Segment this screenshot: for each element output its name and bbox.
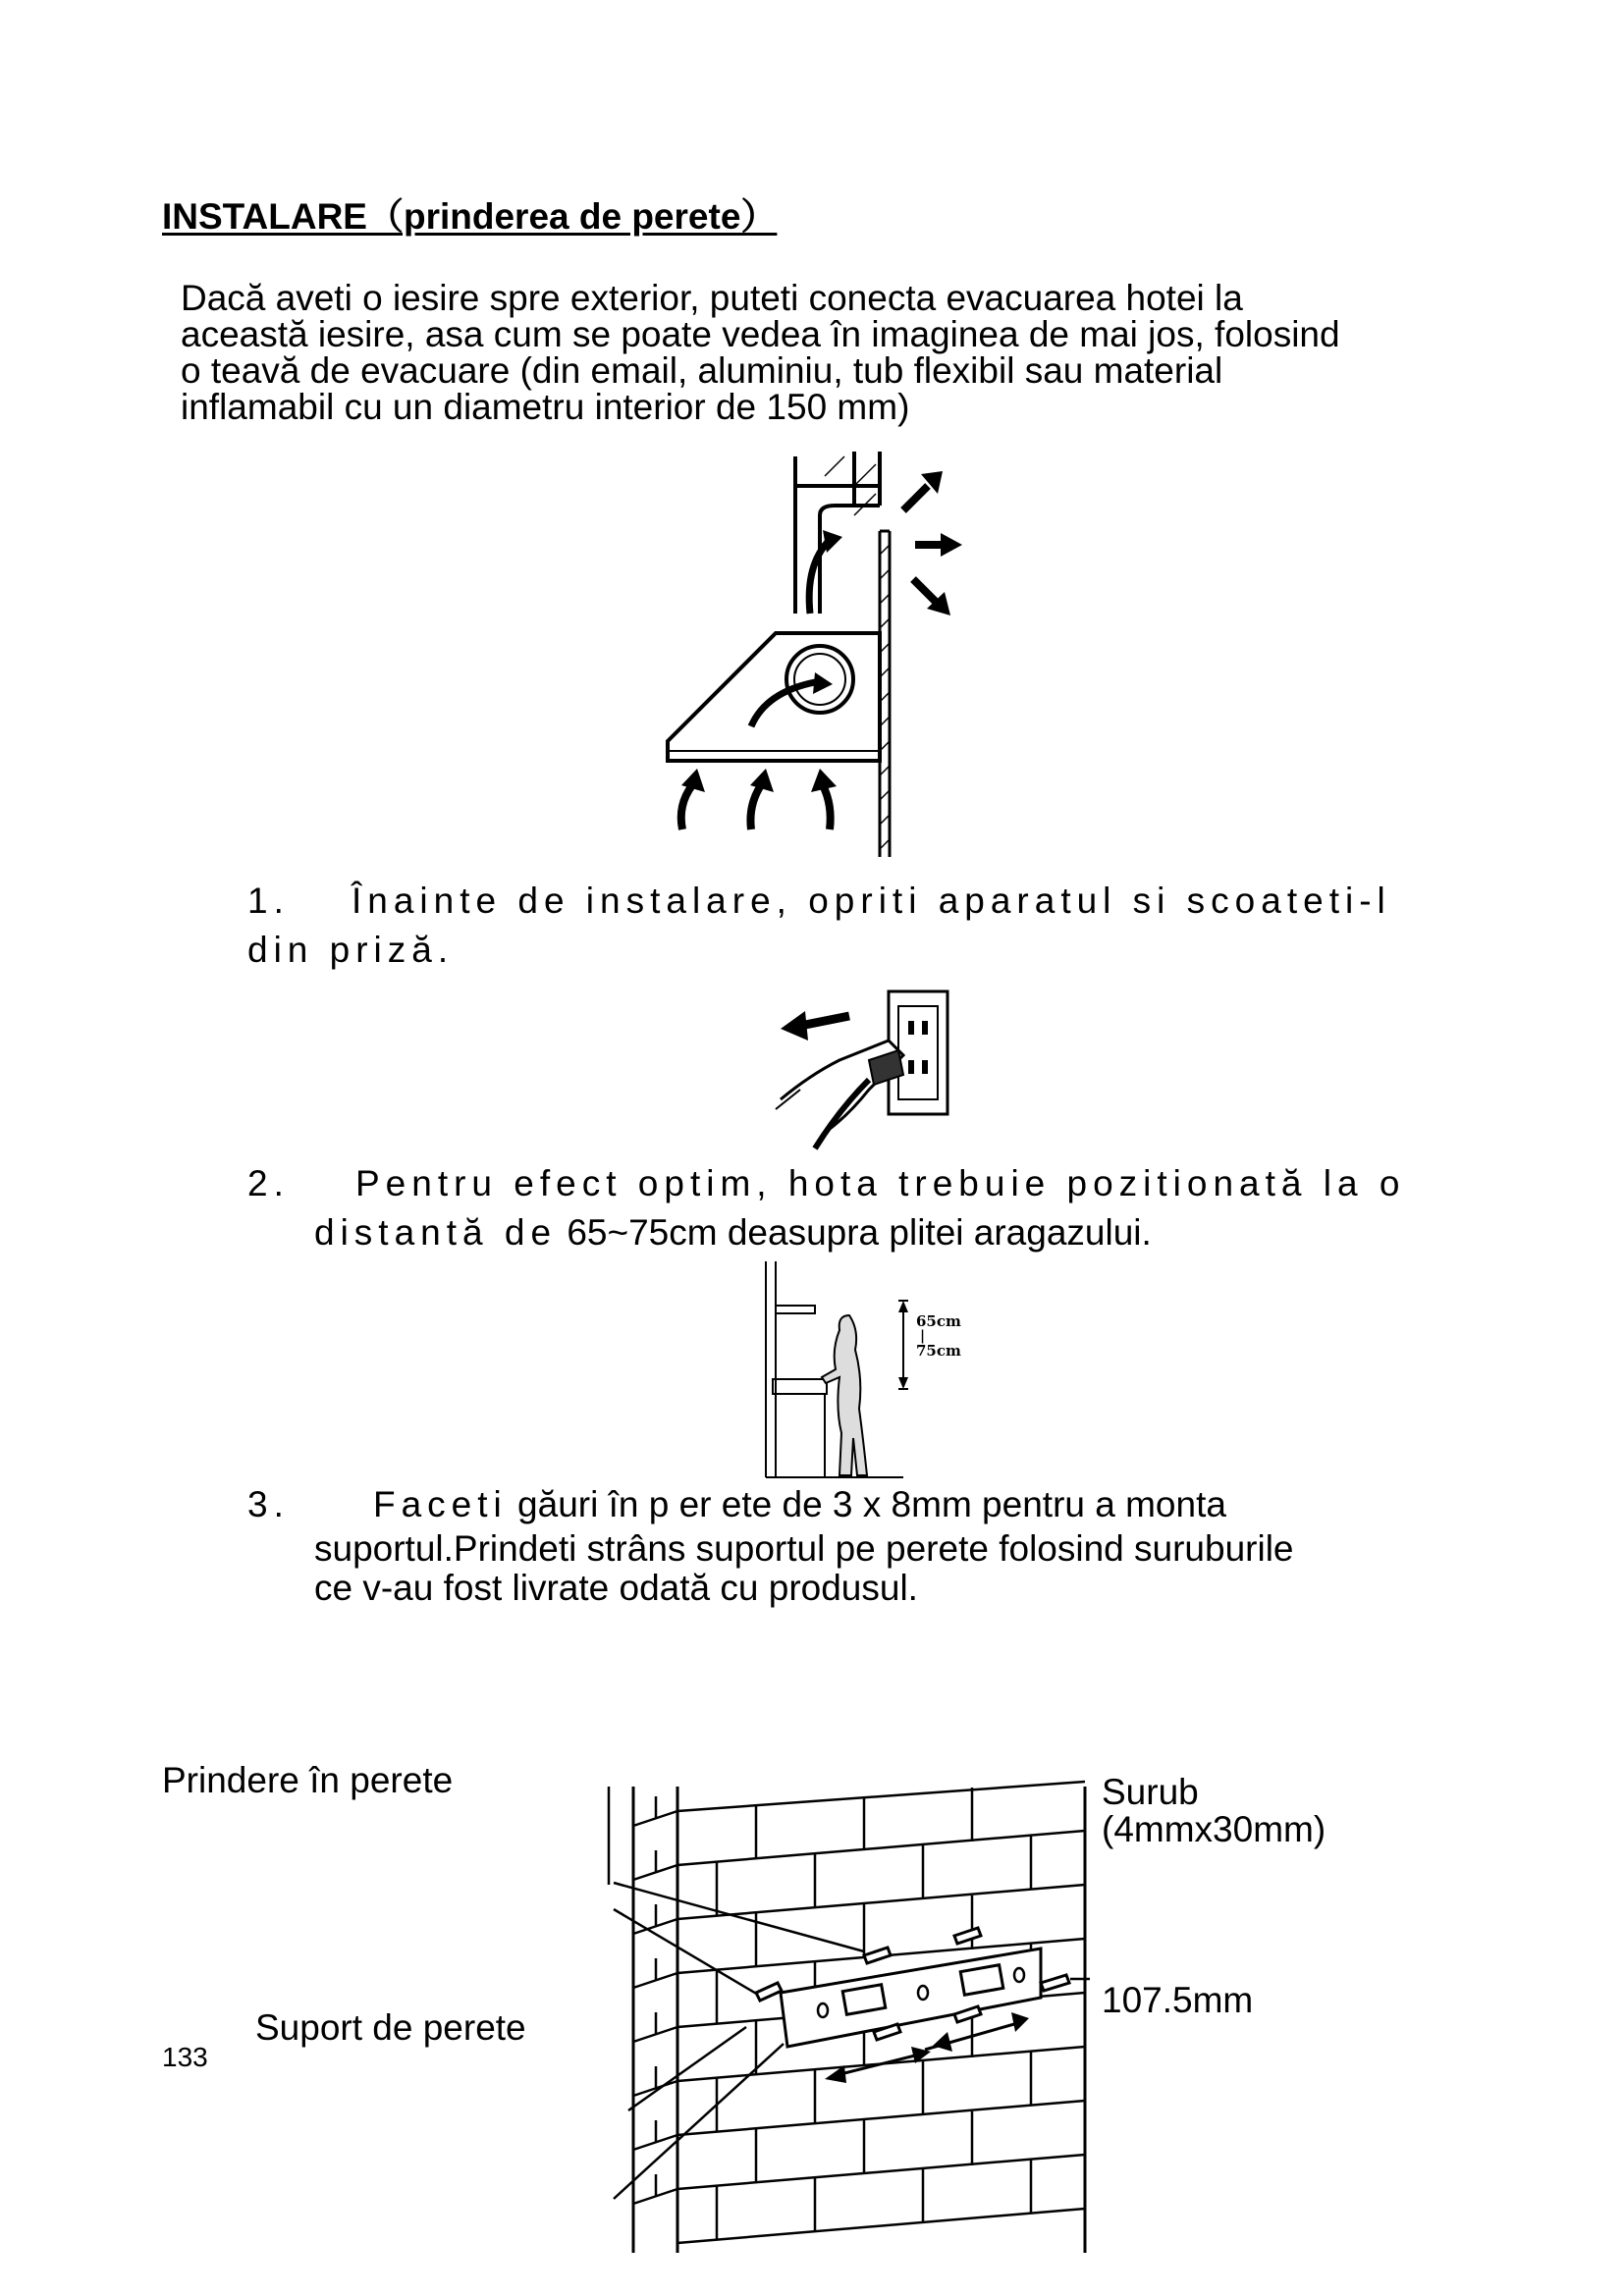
- page-number: 133: [162, 2042, 208, 2072]
- airflow-arrow: [913, 579, 938, 604]
- step-text: găuri în p er ete de 3 x 8mm pentru a monta: [517, 1484, 1226, 1524]
- height-label-top: 65cm: [916, 1312, 961, 1330]
- step-1-line-2: din priză.: [247, 930, 455, 970]
- intake-arrow: [823, 785, 831, 829]
- step-number: 3.: [247, 1484, 290, 1524]
- bracket-slot: [842, 1985, 886, 2015]
- step-text: distantă de: [314, 1212, 558, 1253]
- intro-line: o teavă de evacuare (din email, aluminiu, tub flexibil sau material: [181, 350, 1223, 391]
- page-title: [162, 187, 777, 240]
- label-wall-fixing: Prindere în perete: [162, 1760, 454, 1800]
- intro-line: inflamabil cu un diametru interior de 150 mm): [181, 387, 910, 427]
- step-3-line-3: ce v-au fost livrate odată cu produsul.: [314, 1568, 918, 1608]
- bracket-slot: [960, 1965, 1003, 1996]
- airflow-arrow: [903, 486, 928, 510]
- step-text: 65~75cm deasupra plitei aragazului.: [567, 1212, 1152, 1253]
- label-screw-size: (4mmx30mm): [1102, 1809, 1326, 1849]
- intro-line: această iesire, asa cum se poate vedea în imaginea de mai jos, folosind: [181, 314, 1340, 354]
- unplug-illustration: [771, 982, 957, 1153]
- pull-arrow: [800, 1016, 849, 1026]
- intake-arrow: [681, 785, 692, 829]
- step-text: Înainte de instalare, opriti aparatul si scoateti-l: [352, 881, 1391, 921]
- intro-line: Dacă aveti o iesire spre exterior, puteti conecta evacuarea hotei la: [181, 278, 1243, 318]
- bracket-plate: [781, 1949, 1041, 2047]
- height-label-bottom: 75cm: [916, 1342, 961, 1360]
- step-2: [247, 1163, 1405, 1204]
- svg-text:|: |: [920, 1328, 926, 1344]
- title-main: INSTALARE: [162, 196, 367, 237]
- hob: [773, 1379, 827, 1394]
- person-icon: [822, 1315, 867, 1475]
- step-number: 1.: [247, 881, 290, 921]
- step-3-line-2: suportul.Prindeti strâns suportul pe perete folosind suruburile: [314, 1528, 1294, 1569]
- step-2-line-2: [314, 1212, 1152, 1254]
- step-1: [247, 881, 1391, 922]
- stove-cabinet: [776, 1394, 825, 1477]
- label-distance: 107.5mm: [1102, 1980, 1254, 2020]
- step-text: Faceti: [373, 1484, 508, 1524]
- step-3: [247, 1484, 1226, 1525]
- intro-paragraph: [181, 280, 1496, 425]
- title-sub: （prinderea de perete）: [366, 196, 778, 237]
- label-screw: Surub: [1102, 1772, 1199, 1812]
- label-wall-bracket: Suport de perete: [255, 2007, 526, 2048]
- step-text: Pentru efect optim, hota trebuie pozitionată la o: [355, 1163, 1406, 1203]
- cabinet-shelf: [776, 1306, 815, 1313]
- intake-arrow: [750, 785, 761, 829]
- hood-exhaust-illustration: [658, 447, 992, 859]
- hood-height-illustration: [761, 1261, 977, 1482]
- step-number: 2.: [247, 1163, 290, 1203]
- wall-bracket-illustration: [609, 1787, 1110, 2258]
- hand-icon: [781, 1041, 903, 1129]
